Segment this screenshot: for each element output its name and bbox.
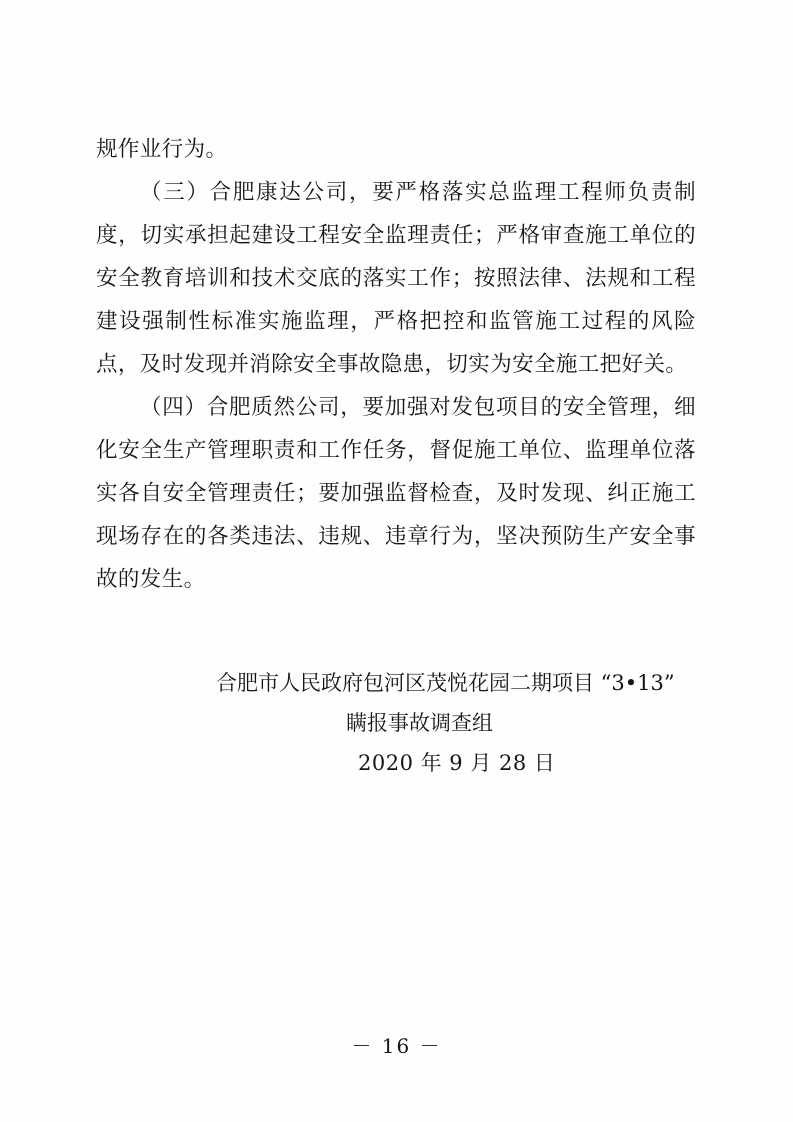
signature-block bbox=[96, 663, 696, 783]
signature-date: 2020 年 9 月 28 日 bbox=[358, 751, 556, 775]
signature-organization-line-1: 合肥市人民政府包河区茂悦花园二期项目 “3•13” bbox=[216, 671, 675, 695]
signature-organization-line-2: 瞒报事故调查组 bbox=[346, 711, 493, 735]
page-number-footer: － 16 － bbox=[351, 1034, 442, 1058]
paragraph-item-three: （三）合肥康达公司，要严格落实总监理工程师负责制度，切实承担起建设工程安全监理责任；严格审查施工单位的安全教育培训和技术交底的落实工作；按照法律、法规和工程建设强制性标准实施监理，严格把控和监管施工过程的风险点，及时发现并消除安全事故隐患，切实为安全施工把好关。 bbox=[96, 180, 696, 377]
paragraph-continued: 规作业行为。 bbox=[96, 137, 228, 162]
document-body bbox=[96, 128, 696, 783]
paragraph-item-four: （四）合肥质然公司，要加强对发包项目的安全管理，细化安全生产管理职责和工作任务，督促施工单位、监理单位落实各自安全管理责任；要加强监督检查，及时发现、纠正施工现场存在的各类违法、违规、违章行为，坚决预防生产安全事故的发生。 bbox=[96, 395, 696, 592]
